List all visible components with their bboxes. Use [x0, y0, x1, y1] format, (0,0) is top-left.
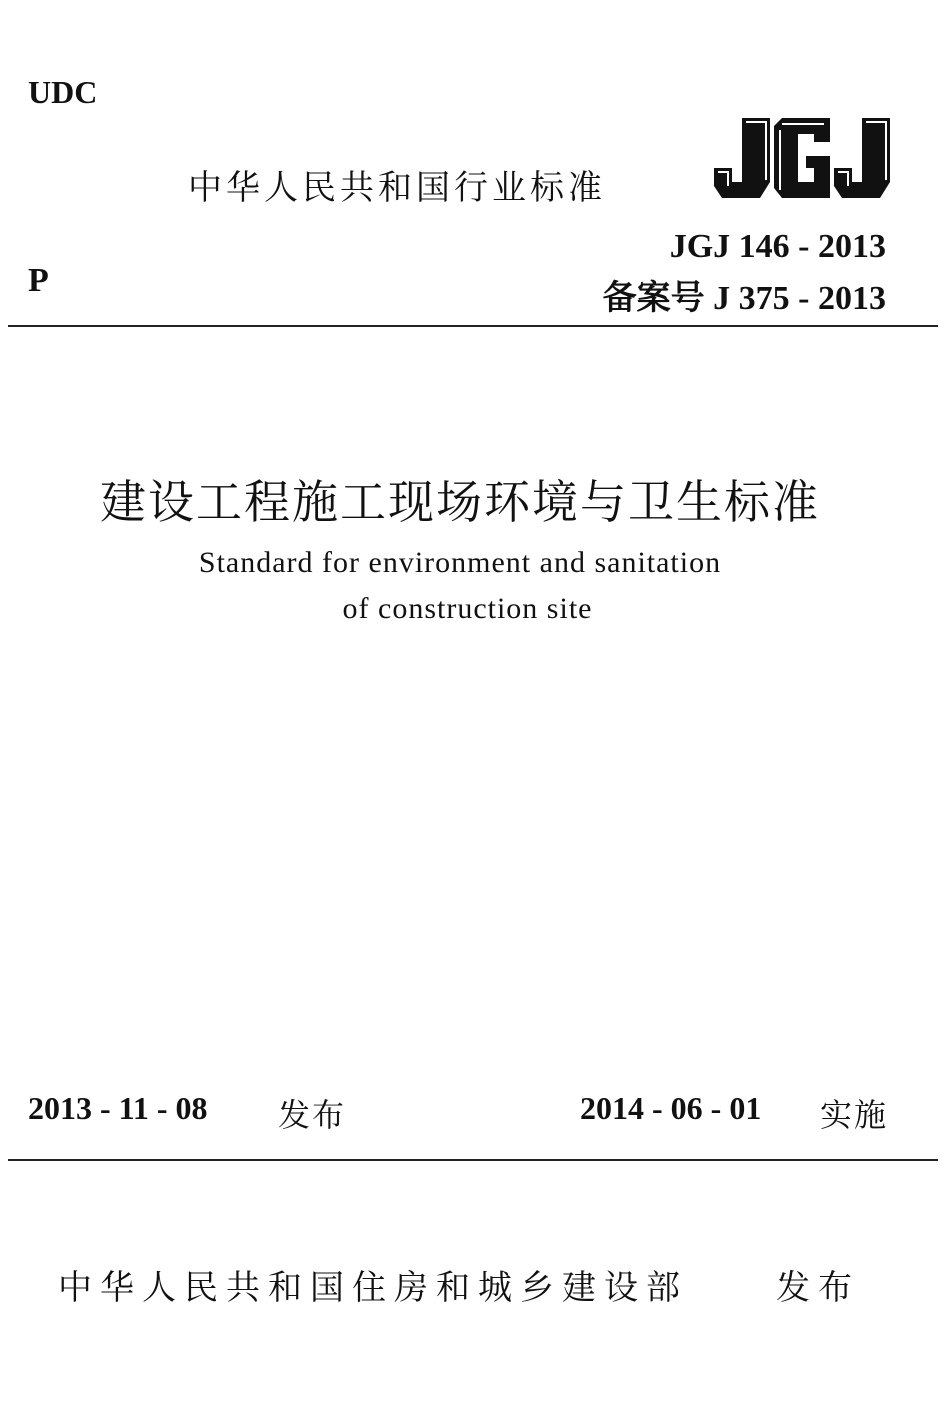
jgj-logo [712, 112, 892, 204]
issue-label: 发布 [278, 1096, 347, 1134]
effective-label: 实施 [820, 1096, 889, 1134]
title-english-line2: of construction site [342, 592, 593, 625]
top-divider [8, 325, 938, 327]
issue-date: 2013 - 11 - 08 [28, 1090, 208, 1126]
publisher-name: 中华人民共和国住房和城乡建设部 [58, 1268, 688, 1308]
bottom-divider [8, 1159, 938, 1161]
record-number: 备案号 J 375 - 2013 [602, 280, 886, 317]
title-english-line1: Standard for environment and sanitation [198, 546, 722, 579]
udc-label: UDC [28, 74, 98, 110]
standard-type-heading: 中华人民共和国行业标准 [188, 168, 606, 208]
effective-date: 2014 - 06 - 01 [580, 1090, 762, 1126]
standard-number: JGJ 146 - 2013 [669, 228, 886, 265]
title-chinese: 建设工程施工现场环境与卫生标准 [100, 475, 820, 529]
publish-label: 发布 [776, 1268, 860, 1308]
category-label: P [28, 262, 49, 299]
